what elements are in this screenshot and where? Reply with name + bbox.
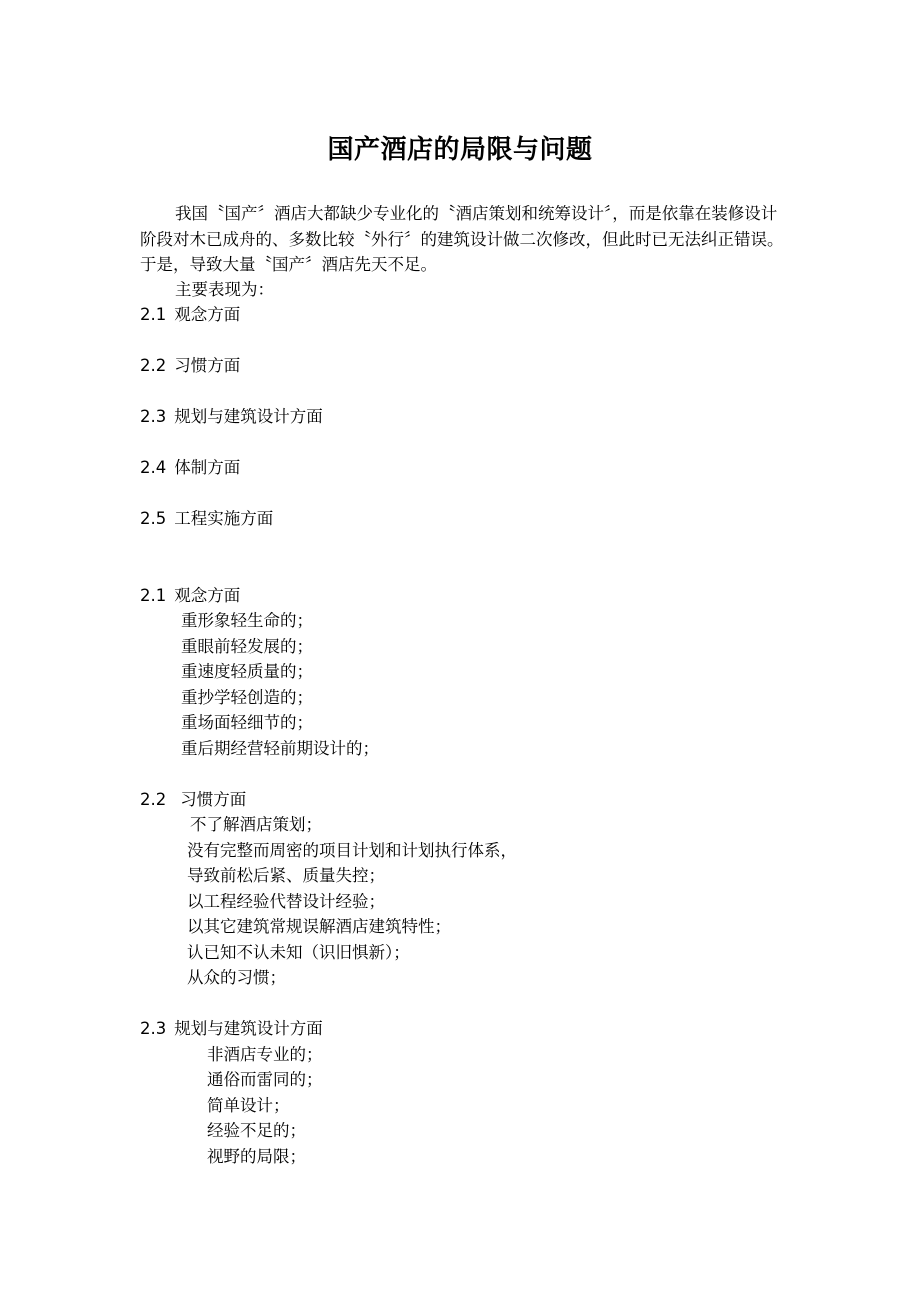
toc-label: 工程实施方面	[174, 509, 274, 528]
toc-label: 体制方面	[174, 458, 241, 477]
section-number: 2.2	[140, 790, 167, 809]
section-number: 2.1	[140, 586, 167, 605]
list-item: 重场面轻细节的；	[181, 713, 313, 732]
section-number: 2.3	[140, 1019, 167, 1038]
list-item: 以工程经验代替设计经验；	[187, 892, 385, 911]
list-item: 不了解酒店策划；	[190, 815, 322, 834]
toc-label: 习惯方面	[174, 356, 241, 375]
section-heading-2-2	[140, 787, 246, 812]
toc-number: 2.1	[140, 305, 167, 324]
toc-number: 2.3	[140, 407, 167, 426]
list-item: 导致前松后紧、质量失控；	[187, 866, 385, 885]
toc-item-2-1	[140, 302, 240, 327]
section-label: 规划与建筑设计方面	[174, 1019, 323, 1038]
document-title: 国产酒店的局限与问题	[327, 135, 593, 165]
toc-label: 观念方面	[174, 305, 241, 324]
toc-number: 2.2	[140, 356, 167, 375]
list-item: 重速度轻质量的；	[181, 662, 313, 681]
list-item: 简单设计；	[207, 1096, 290, 1115]
section-label: 观念方面	[174, 586, 241, 605]
toc-item-2-5	[140, 506, 273, 531]
toc-number: 2.4	[140, 458, 167, 477]
toc-label: 规划与建筑设计方面	[174, 407, 323, 426]
toc-number: 2.5	[140, 509, 167, 528]
list-item: 认已知不认未知（识旧惧新）；	[187, 943, 410, 962]
list-item: 非酒店专业的；	[207, 1045, 323, 1064]
list-item: 重后期经营轻前期设计的；	[181, 739, 379, 758]
lead-text: 主要表现为：	[175, 280, 274, 299]
list-item: 重抄学轻创造的；	[181, 688, 313, 707]
list-item: 重形象轻生命的；	[181, 611, 313, 630]
list-item: 重眼前轻发展的；	[181, 637, 313, 656]
list-item: 通俗而雷同的；	[207, 1070, 323, 1089]
toc-item-2-3	[140, 404, 323, 429]
section-heading-2-3	[140, 1016, 323, 1041]
section-label: 习惯方面	[180, 790, 247, 809]
toc-item-2-4	[140, 455, 240, 480]
list-item: 从众的习惯；	[187, 968, 286, 987]
list-item: 经验不足的；	[207, 1121, 306, 1140]
list-item: 以其它建筑常规误解酒店建筑特性；	[187, 917, 451, 936]
section-heading-2-1	[140, 583, 240, 608]
intro-paragraph: 我国〝国产〞酒店大都缺少专业化的〝酒店策划和统筹设计〞，而是依靠在装修设计阶段对木已成舟的、多数比较〝外行〞的建筑设计做二次修改，但此时已无法纠正错误。于是，导致大量〝国产〞酒店先天不足。	[140, 204, 784, 274]
toc-item-2-2	[140, 353, 240, 378]
list-item: 视野的局限；	[207, 1147, 306, 1166]
list-item: 没有完整而周密的项目计划和计划执行体系，	[187, 841, 517, 860]
